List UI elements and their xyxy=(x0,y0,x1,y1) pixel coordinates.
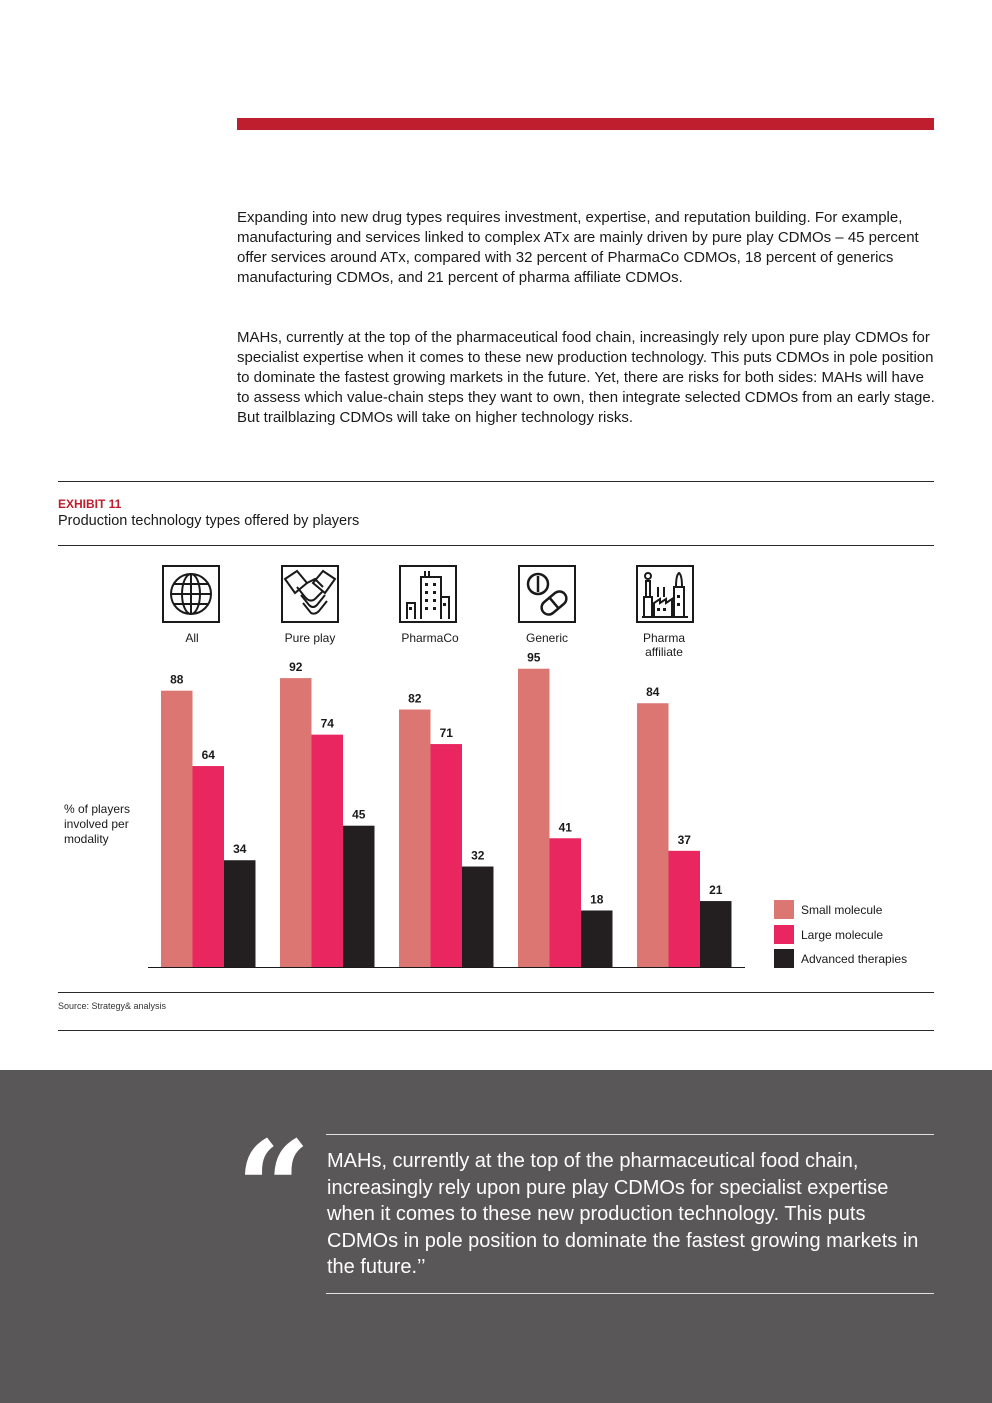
legend-swatch-large-molecule xyxy=(774,925,794,944)
pull-quote-text: MAHs, currently at the top of the pharmaceutical food chain, increasingly rely upon pure play CDMOs for specialist expertise when it comes to these new production technology. This puts CDMOs in pole position to dominate the fastest growing markets in the future.’’ xyxy=(327,1150,919,1278)
legend-swatch-advanced-therapies xyxy=(774,949,794,968)
data-label-pharma-affiliate-advanced-therapies: 21 xyxy=(709,883,723,898)
y-axis-label: % of players involved per modality xyxy=(64,802,131,846)
bar-pure-play-advanced-therapies xyxy=(343,826,375,967)
category-label-all: All xyxy=(185,631,199,645)
legend-label-large-molecule: Large molecule xyxy=(801,927,884,942)
body-paragraph-1: Expanding into new drug types requires investment, expertise, and reputation building. For example, manufacturing and services linked to complex ATx are mainly driven by pure play CDMOs – 45 percent offer services around ATx, compared with 32 percent of PharmaCo CDMOs, 18 percent of generics manufacturing CDMOs, and 21 percent of pharma affiliate CDMOs. xyxy=(237,209,919,286)
data-label-generic-advanced-therapies: 18 xyxy=(590,892,604,907)
data-label-all-small-molecule: 88 xyxy=(170,672,184,687)
data-label-pure-play-advanced-therapies: 45 xyxy=(352,807,366,822)
bar-pure-play-small-molecule xyxy=(280,678,312,967)
data-label-pharma-affiliate-large-molecule: 37 xyxy=(677,832,691,847)
data-label-generic-large-molecule: 41 xyxy=(558,820,572,835)
category-label-pharmaco: PharmaCo xyxy=(401,631,459,645)
data-label-pure-play-small-molecule: 92 xyxy=(289,660,303,675)
data-label-pharmaco-small-molecule: 82 xyxy=(408,691,422,706)
data-label-all-large-molecule: 64 xyxy=(201,748,215,763)
data-label-pharmaco-advanced-therapies: 32 xyxy=(471,848,485,863)
bar-generic-small-molecule xyxy=(518,669,550,967)
category-label-pure-play: Pure play xyxy=(284,631,336,645)
bar-all-small-molecule xyxy=(161,691,193,967)
bar-pharmaco-large-molecule xyxy=(431,744,463,967)
category-label-generic: Generic xyxy=(525,631,569,645)
legend-label-small-molecule: Small molecule xyxy=(801,903,883,917)
exhibit-label: EXHIBIT 11 xyxy=(58,497,122,511)
legend-swatch-small-molecule xyxy=(774,900,794,919)
data-label-all-advanced-therapies: 34 xyxy=(233,842,247,857)
body-paragraph-2: MAHs, currently at the top of the pharmaceutical food chain, increasingly rely upon pure play CDMOs for specialist expertise when it comes to these new production technology. This puts CDMOs in pole position to dominate the fastest growing markets in the future. Yet, there are risks for both sides: MAHs will have to assess which value-chain steps they want to own, then integrate selected CDMOs from an early stage. But trailblazing CDMOs will take on higher technology risks. xyxy=(237,329,935,426)
source-note: Source: Strategy& analysis xyxy=(58,1001,167,1011)
source-top-rule xyxy=(58,992,934,993)
bar-all-advanced-therapies xyxy=(224,860,256,967)
data-label-pharmaco-large-molecule: 71 xyxy=(439,726,453,741)
bar-pharmaco-small-molecule xyxy=(399,710,431,967)
legend-label-advanced-therapies: Advanced therapies xyxy=(801,952,908,966)
bar-pharma-affiliate-large-molecule xyxy=(669,851,701,967)
bar-generic-large-molecule xyxy=(550,838,582,967)
bar-pure-play-large-molecule xyxy=(312,735,344,967)
quote-mark-icon: “ xyxy=(236,1112,311,1265)
bar-pharmaco-advanced-therapies xyxy=(462,867,494,967)
data-label-generic-small-molecule: 95 xyxy=(527,650,541,665)
exhibit-bottom-rule xyxy=(58,1030,934,1031)
bar-pharma-affiliate-advanced-therapies xyxy=(700,901,732,967)
data-label-pure-play-large-molecule: 74 xyxy=(320,716,334,731)
data-label-pharma-affiliate-small-molecule: 84 xyxy=(646,685,660,700)
exhibit-title: Production technology types offered by players xyxy=(58,513,360,529)
quote-bottom-rule xyxy=(326,1293,934,1294)
category-label-pharma-affiliate: Pharma affiliate xyxy=(642,631,686,659)
bar-all-large-molecule xyxy=(193,766,225,967)
bar-pharma-affiliate-small-molecule xyxy=(637,703,669,967)
quote-top-rule xyxy=(326,1134,934,1135)
bar-generic-advanced-therapies xyxy=(581,910,613,967)
